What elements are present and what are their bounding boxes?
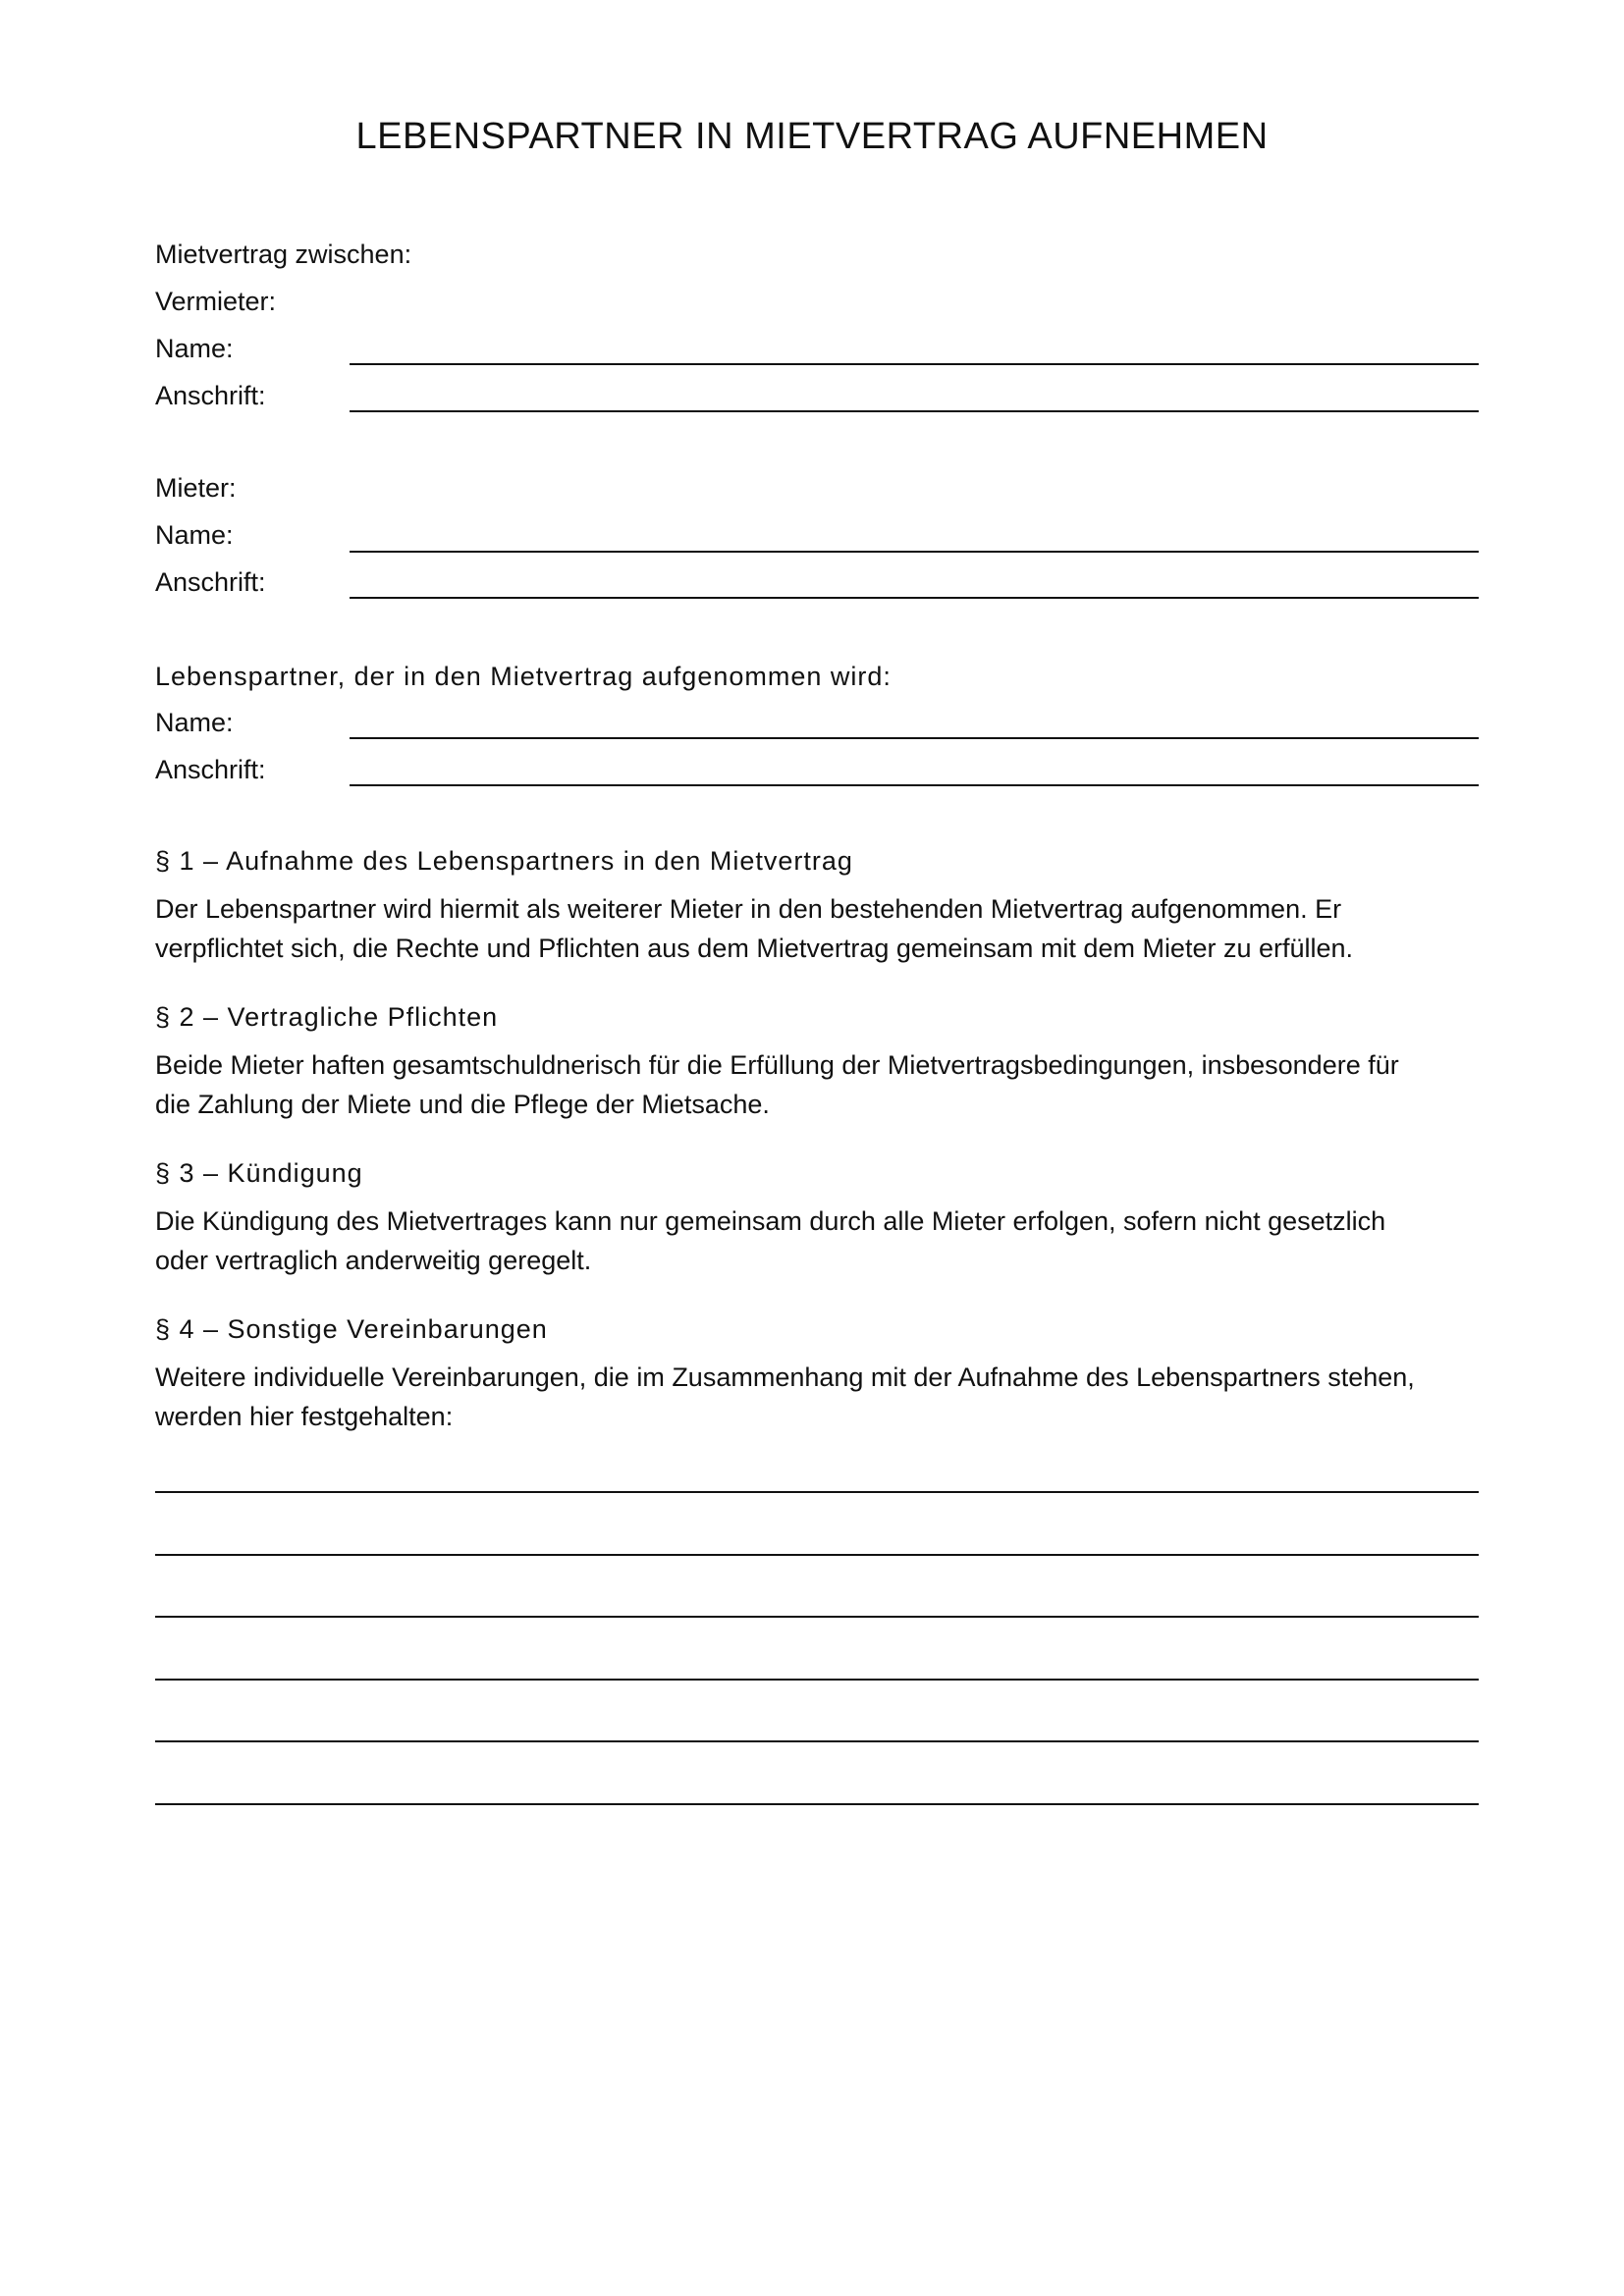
- section-4-text: [155, 1358, 1490, 1436]
- notes-line-3[interactable]: [155, 1616, 1479, 1618]
- section-3-line-1: Die Kündigung des Mietvertrages kann nur gemeinsam durch alle Mieter erfolgen, sofern nicht gesetzlich: [155, 1206, 1386, 1236]
- section-1-heading: § 1 – Aufnahme des Lebenspartners in den Mietvertrag: [155, 846, 853, 876]
- landlord-name-line[interactable]: [350, 363, 1479, 365]
- partner-name-label: Name:: [155, 708, 234, 737]
- section-4-line-2: werden hier festgehalten:: [155, 1402, 454, 1431]
- notes-line-5[interactable]: [155, 1740, 1479, 1742]
- section-1-text: [155, 889, 1490, 968]
- intro-text: Mietvertrag zwischen:: [155, 240, 412, 269]
- tenant-name-line[interactable]: [350, 551, 1479, 553]
- partner-heading: Lebenspartner, der in den Mietvertrag aufgenommen wird:: [155, 662, 892, 691]
- section-2-line-1: Beide Mieter haften gesamtschuldnerisch für die Erfüllung der Mietvertragsbedingungen, insbesondere für: [155, 1050, 1399, 1080]
- section-2-heading: § 2 – Vertragliche Pflichten: [155, 1002, 499, 1032]
- partner-address-label: Anschrift:: [155, 755, 266, 784]
- tenant-address-label: Anschrift:: [155, 567, 266, 597]
- notes-line-2[interactable]: [155, 1554, 1479, 1556]
- section-1-line-2: verpflichtet sich, die Rechte und Pflichten aus dem Mietvertrag gemeinsam mit dem Mieter zu erfüllen.: [155, 934, 1354, 963]
- section-2-line-2: die Zahlung der Miete und die Pflege der Mietsache.: [155, 1090, 770, 1119]
- section-4-heading: § 4 – Sonstige Vereinbarungen: [155, 1314, 548, 1344]
- section-4-line-1: Weitere individuelle Vereinbarungen, die im Zusammenhang mit der Aufnahme des Lebenspartners stehen,: [155, 1362, 1415, 1392]
- notes-line-4[interactable]: [155, 1679, 1479, 1681]
- notes-line-1[interactable]: [155, 1491, 1479, 1493]
- notes-line-6[interactable]: [155, 1803, 1479, 1805]
- section-3-text: [155, 1201, 1490, 1280]
- landlord-address-line[interactable]: [350, 410, 1479, 412]
- partner-name-line[interactable]: [350, 737, 1479, 739]
- landlord-address-label: Anschrift:: [155, 381, 266, 410]
- section-1-line-1: Der Lebenspartner wird hiermit als weiterer Mieter in den bestehenden Mietvertrag aufgenommen. Er: [155, 894, 1342, 924]
- section-2-text: [155, 1045, 1490, 1124]
- tenant-heading: Mieter:: [155, 473, 237, 503]
- section-3-line-2: oder vertraglich anderweitig geregelt.: [155, 1246, 592, 1275]
- document-title: LEBENSPARTNER IN MIETVERTRAG AUFNEHMEN: [355, 116, 1269, 157]
- tenant-address-line[interactable]: [350, 597, 1479, 599]
- landlord-heading: Vermieter:: [155, 287, 277, 316]
- section-3-heading: § 3 – Kündigung: [155, 1158, 363, 1188]
- landlord-name-label: Name:: [155, 334, 234, 363]
- tenant-name-label: Name:: [155, 520, 234, 550]
- partner-address-line[interactable]: [350, 784, 1479, 786]
